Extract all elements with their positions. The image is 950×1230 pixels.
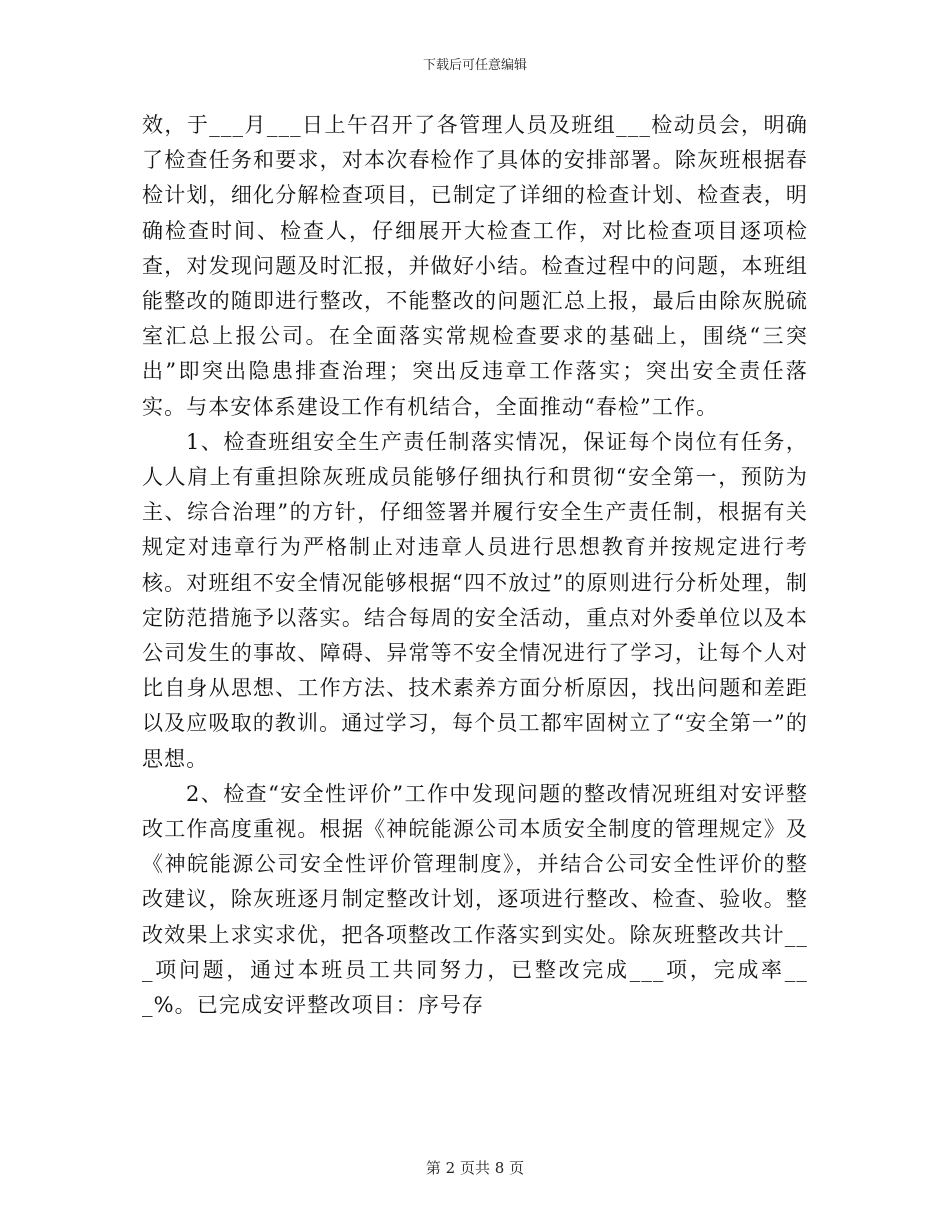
paragraph-item-1: 1、检查班组安全生产责任制落实情况，保证每个岗位有任务，人人肩上有重担除灰班成员能够仔细执行和贯彻“安全第一，预防为主、综合治理”的方针，仔细签署并履行安全生产责任制，根据有关规定对违章行为严格制止对违章人员进行思想教育并按规定进行考核。对班组不安全情况能够根据“四不放过”的原则进行分析处理，制定防范措施予以落实。结合每周的安全活动，重点对外委单位以及本公司发生的事故、障碍、异常等不安全情况进行了学习，让每个人对比自身从思想、工作方法、技术素养方面分析原因，找出问题和差距以及应吸取的教训。通过学习，每个员工都牢固树立了“安全第一”的思想。 [142,429,808,771]
document-body [142,108,808,1023]
page-number-footer: 第 2 页共 8 页 [425,1159,525,1177]
page-header: 下载后可任意编辑 [422,58,527,73]
paragraph-item-2: 2、检查“安全性评价”工作中发现问题的整改情况班组对安评整改工作高度重视。根据《神皖能源公司本质安全制度的管理规定》及《神皖能源公司安全性评价管理制度》，并结合公司安全性评价的整改建议，除灰班逐月制定整改计划，逐项进行整改、检查、验收。整改效果上求实求优，把各项整改工作落实到实处。除灰班整改共计___项问题，通过本班员工共同努力，已整改完成___项，完成率___%。已完成安评整改项目：序号存 [142,781,808,1018]
paragraph-continuation: 效，于___月___日上午召开了各管理人员及班组___检动员会，明确了检查任务和要求，对本次春检作了具体的安排部署。除灰班根据春检计划，细化分解检查项目，已制定了详细的检查计划、检查表，明确检查时间、检查人，仔细展开大检查工作，对比检查项目逐项检查，对发现问题及时汇报，并做好小结。检查过程中的问题，本班组能整改的随即进行整改，不能整改的问题汇总上报，最后由除灰脱硫室汇总上报公司。在全面落实常规检查要求的基础上，围绕“三突出”即突出隐患排查治理；突出反违章工作落实；突出安全责任落实。与本安体系建设工作有机结合，全面推动“春检”工作。 [142,113,808,419]
